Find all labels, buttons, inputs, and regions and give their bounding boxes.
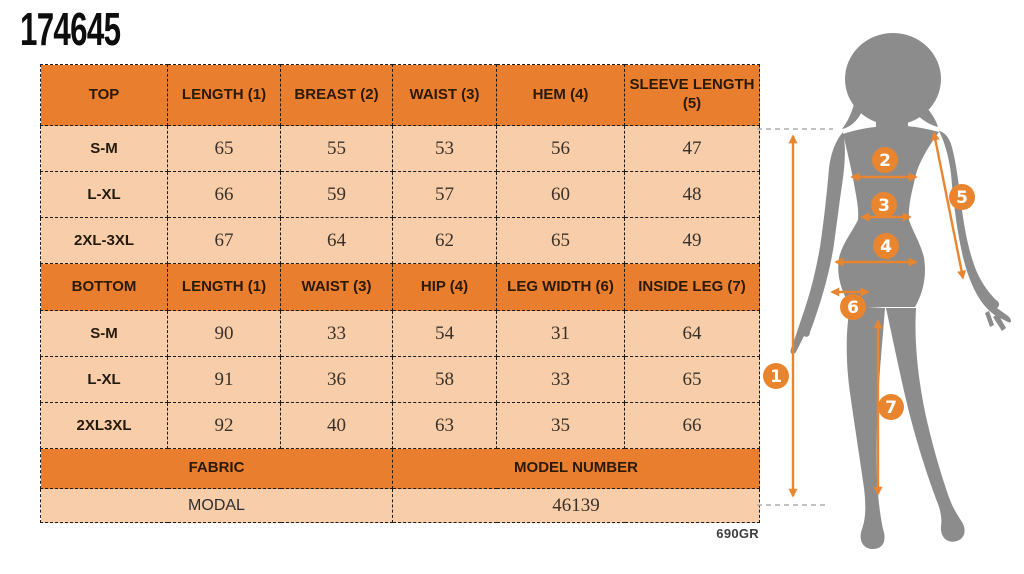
top-lxl-sleeve: 48 [625,172,760,218]
bottom-2xl3xl-leg-width: 35 [497,403,625,449]
marker-badge-2 [872,147,898,173]
bottom-2xl3xl-hip: 63 [393,403,497,449]
marker-badge-5 [949,184,975,210]
bottom-2xl3xl-inside-leg: 66 [625,403,760,449]
bottom-2xl3xl-length: 92 [168,403,281,449]
marker-badge-3 [871,192,897,218]
table-row [41,172,760,218]
top-row-2xl3xl-size: 2XL-3XL [41,218,168,264]
top-lxl-length: 66 [168,172,281,218]
top-2xl3xl-length: 67 [168,218,281,264]
top-lxl-waist: 57 [393,172,497,218]
top-sm-breast: 55 [281,126,393,172]
svg-text:6: 6 [847,298,859,319]
bottom-header-row [41,264,760,311]
top-lxl-hem: 60 [497,172,625,218]
weight-note: 690GR [716,526,759,541]
top-sm-waist: 53 [393,126,497,172]
top-2xl3xl-breast: 64 [281,218,393,264]
top-sm-sleeve: 47 [625,126,760,172]
table-row [41,126,760,172]
bottom-lxl-leg-width: 33 [497,357,625,403]
measurement-figure [748,10,1024,574]
bottom-lxl-waist: 36 [281,357,393,403]
top-2xl3xl-hem: 65 [497,218,625,264]
bottom-sm-waist: 33 [281,311,393,357]
bottom-row-2xl3xl-size: 2XL3XL [41,403,168,449]
bottom-row-sm-size: S-M [41,311,168,357]
top-header-length: LENGTH (1) [168,65,281,126]
bottom-2xl3xl-waist: 40 [281,403,393,449]
bottom-sm-leg-width: 31 [497,311,625,357]
bottom-header-leg-width: LEG WIDTH (6) [497,264,625,311]
table-row [41,218,760,264]
top-sm-length: 65 [168,126,281,172]
fabric-model-value-row [41,489,760,523]
model-number-value: 46139 [393,489,760,523]
svg-text:3: 3 [878,196,890,217]
size-chart-table [40,64,760,523]
top-row-lxl-size: L-XL [41,172,168,218]
top-header-waist: WAIST (3) [393,65,497,126]
marker-badge-6 [840,294,866,320]
marker-badge-7 [878,394,904,420]
top-header-row [41,65,760,126]
top-2xl3xl-sleeve: 49 [625,218,760,264]
top-lxl-breast: 59 [281,172,393,218]
bottom-row-lxl-size: L-XL [41,357,168,403]
svg-text:1: 1 [770,367,782,388]
top-header-hem: HEM (4) [497,65,625,126]
fabric-model-header-row [41,449,760,489]
top-sm-hem: 56 [497,126,625,172]
bottom-header-label: BOTTOM [41,264,168,311]
top-2xl3xl-waist: 62 [393,218,497,264]
bottom-lxl-hip: 58 [393,357,497,403]
bottom-sm-length: 90 [168,311,281,357]
table-row [41,357,760,403]
model-number-header: MODEL NUMBER [393,449,760,489]
bottom-header-hip: HIP (4) [393,264,497,311]
marker-badge-4 [873,233,899,259]
bottom-header-inside-leg: INSIDE LEG (7) [625,264,760,311]
marker-badge-1 [763,363,789,389]
bottom-header-length: LENGTH (1) [168,264,281,311]
svg-text:7: 7 [885,398,897,419]
bottom-sm-inside-leg: 64 [625,311,760,357]
top-row-sm-size: S-M [41,126,168,172]
table-row [41,403,760,449]
svg-text:2: 2 [879,151,891,172]
svg-text:4: 4 [880,237,892,258]
fabric-header: FABRIC [41,449,393,489]
bottom-sm-hip: 54 [393,311,497,357]
table-row [41,311,760,357]
bottom-lxl-length: 91 [168,357,281,403]
top-header-label: TOP [41,65,168,126]
svg-text:5: 5 [956,188,968,209]
product-code-title: 174645 [20,3,121,55]
fabric-value: MODAL [41,489,393,523]
bottom-lxl-inside-leg: 65 [625,357,760,403]
bottom-header-waist: WAIST (3) [281,264,393,311]
figure-silhouette [790,33,1011,549]
top-header-sleeve-length: SLEEVE LENGTH (5) [625,65,760,126]
top-header-breast: BREAST (2) [281,65,393,126]
